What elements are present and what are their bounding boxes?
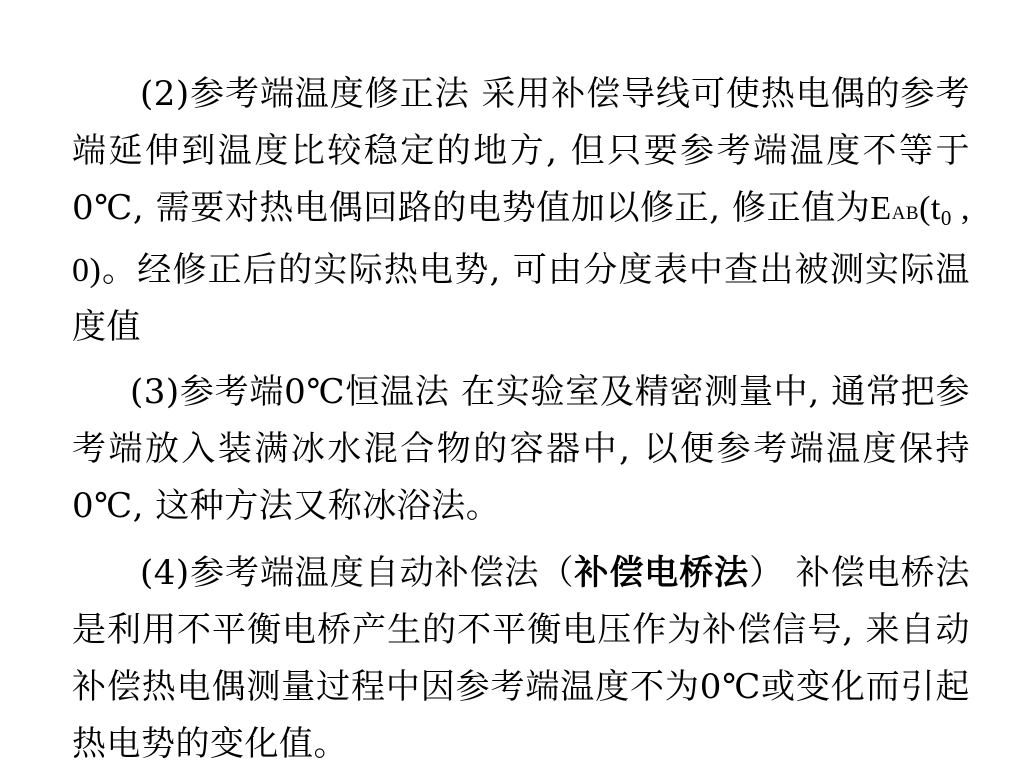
paragraph-auto-compensation-method	[72, 545, 970, 773]
paragraph-correction-method-text: (2)参考端温度修正法 采用补偿导线可使热电偶的参考端延伸到温度比较稳定的地方, 但只要参考端温度不等于0℃, 需要对热电偶回路的电势值加以修正, 修正值为	[72, 74, 970, 228]
paragraph-constant-temperature-method: (3)参考端0℃恒温法 在实验室及精密测量中, 通常把参考端放入装满冰水混合物的容器中, 以便参考端温度保持0℃, 这种方法又称冰浴法。	[72, 372, 970, 526]
paragraph-auto-compensation-method-text: (4)参考端温度自动补偿法（	[140, 553, 575, 593]
paragraph-correction-method	[72, 66, 970, 356]
paragraph-auto-compensation-method-tail: ） 补偿电桥法是利用不平衡电桥产生的不平衡电压作为补偿信号, 来自动补偿热电偶测量过程中因参考端温度不为0℃或变化而引起热电势的变化值。	[72, 553, 970, 764]
emf-symbol-subscript: AB	[891, 203, 920, 224]
compensation-bridge-term: 补偿电桥法	[574, 553, 750, 593]
emf-argument-subscript: 0	[940, 206, 952, 230]
emf-argument-open: (t	[919, 190, 941, 227]
slide-body	[72, 66, 970, 773]
paragraph-correction-method-tail: 。经修正后的实际热电势, 可由分度表中查出被测实际温度值	[72, 250, 970, 347]
emf-argument-close: , 0)	[72, 190, 970, 289]
emf-symbol: E	[870, 190, 892, 227]
